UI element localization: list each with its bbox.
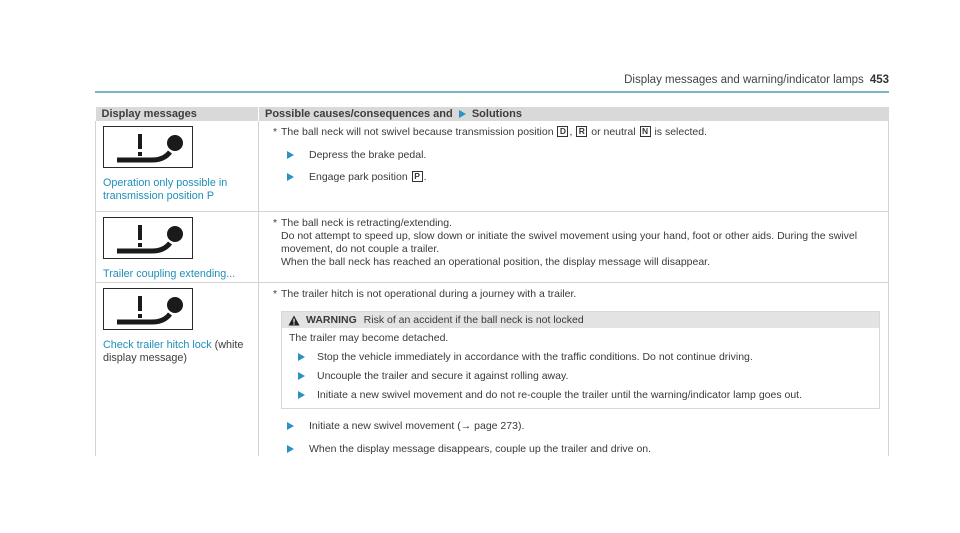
warning-step [289,389,879,402]
arrow-icon [287,151,294,159]
gear-r-icon: R [576,126,587,137]
warning-step [289,370,879,383]
step-text: Initiate a new swivel movement and do not re-couple the trailer until the warning/indicator lamp goes out. [317,388,803,401]
solutions-cell [259,282,889,456]
header-rule [95,91,889,93]
solution-step [273,149,880,162]
page-number: 453 [869,74,889,86]
solution-step [273,420,880,433]
trailer-hitch-warning-icon [103,288,193,330]
step-text: Engage park position [309,171,408,183]
message-cell [96,211,259,282]
col-header-causes-solutions [259,107,889,121]
body-paragraph: Do not attempt to speed up, slow down or initiate the swivel movement using your hand, foot or other aids. During the swivel movement, do not couple a trailer. [281,229,858,255]
warning-title: Risk of an accident if the ball neck is not locked [363,313,584,326]
step-text: When the display message disappears, couple up the trailer and drive on. [309,442,652,455]
arrow-icon [287,173,294,181]
solution-step [273,171,880,184]
cause-part: , [569,126,573,138]
message-title-note: (white display message) [103,338,244,364]
running-header [624,74,889,86]
table-header-row [96,107,889,121]
col-header-solutions: Solutions [471,108,522,120]
step-text: Stop the vehicle immediately in accordance with the traffic conditions. Do not continue driving. [317,350,753,363]
warning-body [282,328,879,408]
cause-part: is selected. [654,126,707,138]
page-header [95,0,889,97]
cause-text [273,288,880,301]
solutions-cell [259,211,889,282]
warning-text: The trailer may become detached. [289,331,449,344]
step-text: Depress the brake pedal. [309,149,427,161]
cause-part: The ball neck will not swivel because transmission position [281,126,554,138]
message-title-link[interactable]: Check trailer hitch lock [103,338,212,351]
cause-text [273,126,880,139]
cause-part: or neutral [591,126,636,138]
warning-box [281,311,880,409]
cause-part: The ball neck is retracting/extending. [281,216,453,229]
col-header-causes: Possible causes/consequences and [265,108,453,120]
step-text: Initiate a new swivel movement ( [309,419,461,432]
table-row [96,211,889,282]
trailer-hitch-warning-icon [103,217,193,259]
cause-text [273,217,880,230]
display-messages-table [95,107,889,456]
message-title-link[interactable]: Trailer coupling extending... [103,267,236,280]
arrow-icon [287,445,294,453]
body-paragraph: When the ball neck has reached an operational position, the display message will disappear. [281,255,711,268]
solution-step [273,443,880,456]
arrow-icon [298,372,305,380]
warning-triangle-icon [288,315,300,326]
col-header-display-messages: Display messages [96,107,259,121]
arrow-icon [298,391,305,399]
page-ref-arrow[interactable]: → [460,419,472,432]
message-cell [96,282,259,456]
warning-label: WARNING [306,313,357,326]
gear-p-icon: P [412,171,423,182]
cause-marker: * [273,216,278,229]
cause-marker: * [273,287,278,300]
cause-part: The trailer hitch is not operational during a journey with a trailer. [281,287,577,300]
page-ref-link[interactable]: page 273). [471,419,525,432]
message-title-link[interactable]: Operation only possible in transmission position P [103,177,228,202]
step-text: Uncouple the trailer and secure it against rolling away. [317,369,569,382]
gear-d-icon: D [557,126,568,137]
solutions-cell [259,121,889,211]
step-text: . [423,171,427,183]
warning-header [282,312,879,328]
arrow-icon [298,353,305,361]
message-title [103,339,254,365]
table-row [96,282,889,456]
arrow-icon [287,422,294,430]
section-title: Display messages and warning/indicator lamps [624,74,864,86]
message-cell [96,121,259,211]
table-row [96,121,889,211]
trailer-hitch-warning-icon [103,126,193,168]
gear-n-icon: N [640,126,651,137]
cause-marker: * [273,126,278,138]
arrow-icon [459,110,466,118]
warning-step [289,351,879,364]
